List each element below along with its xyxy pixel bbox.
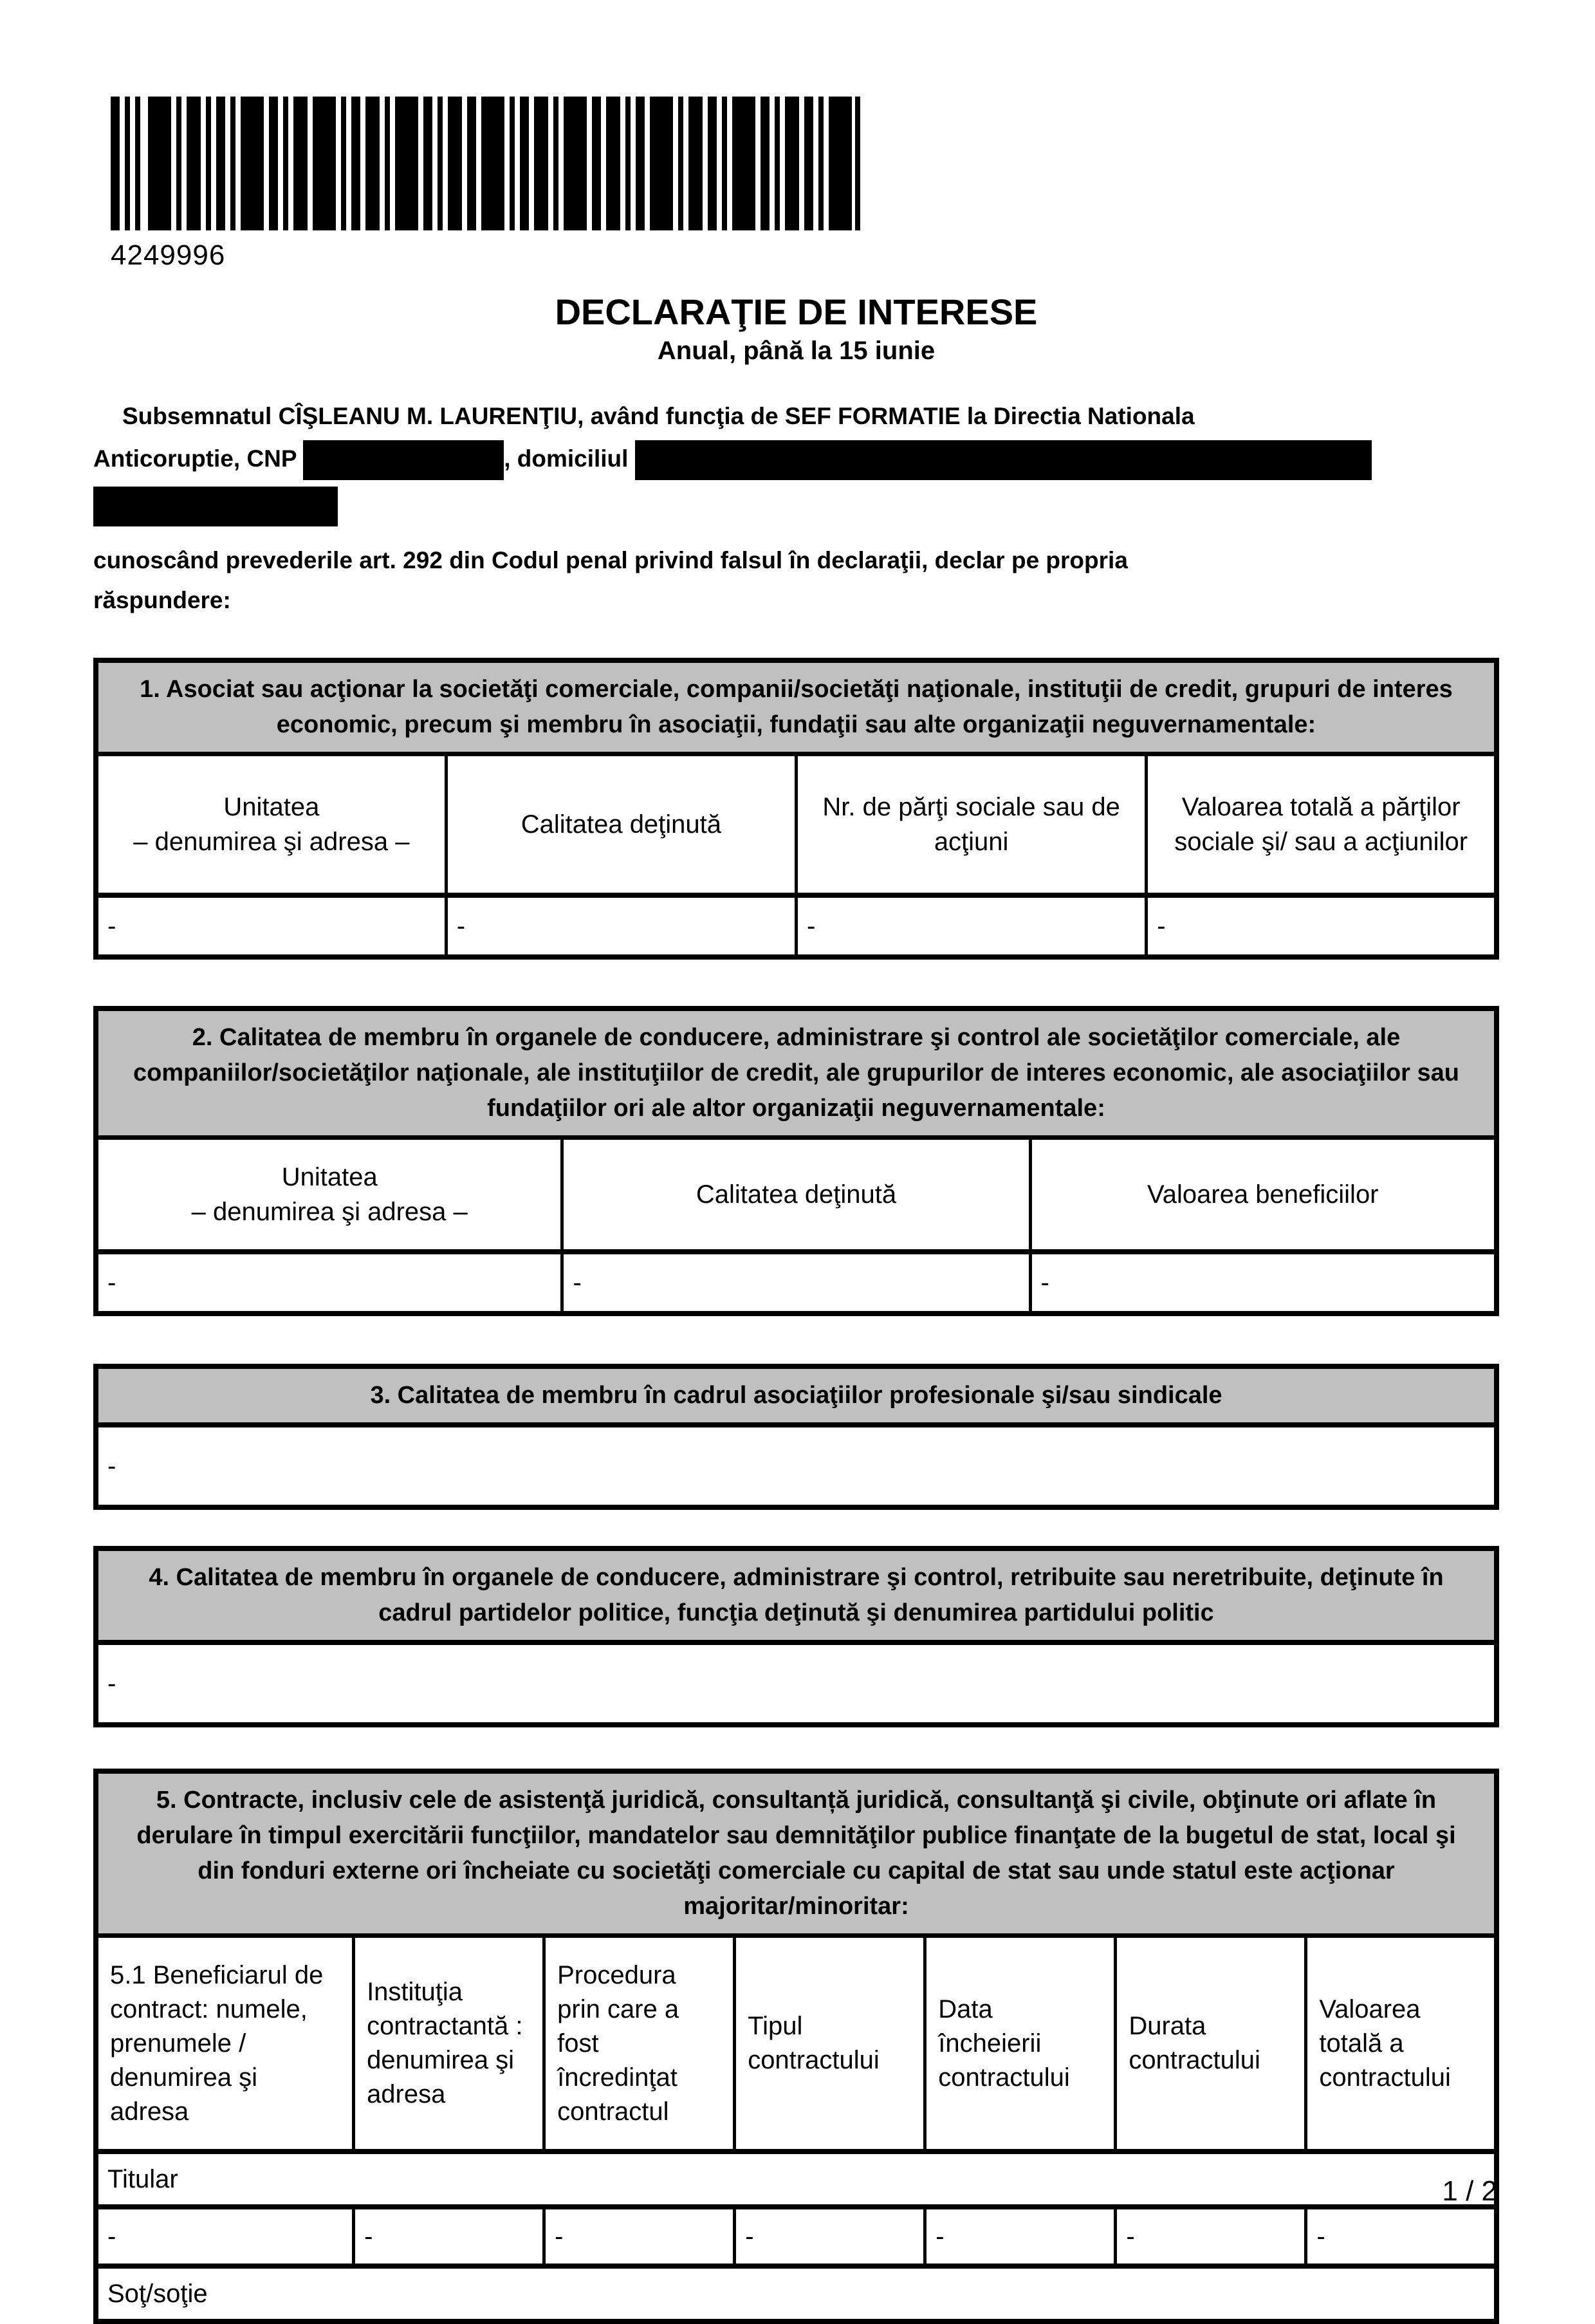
section-1-table: [93, 658, 1499, 960]
col-header-cell: Calitatea deţinută: [562, 1138, 1030, 1252]
declaration-line-1: cunoscând prevederile art. 292 din Codul penal privind falsul în declaraţii, declar pe propria: [93, 547, 1128, 574]
barcode-image: [111, 97, 860, 230]
section-2-title: 2. Calitatea de membru în organele de conducere, administrare şi control ale societăţilor comerciale, ale companiilor/societăţilor naţionale, ale instituţiilor de credit, ale grupurilor de interes economic, ale asociaţiilor sau fundaţiilor ori ale altor organizaţii neguvernamentale:: [96, 1009, 1497, 1138]
col-header-cell: Valoarea totală a contractului: [1306, 1936, 1497, 2152]
data-cell: -: [544, 2207, 735, 2266]
col-header-cell: Tipul contractului: [735, 1936, 925, 2152]
document-content: [93, 0, 1499, 2324]
section-5-table: [93, 1769, 1499, 2324]
row-label: Soţ/soţie: [96, 2266, 1497, 2321]
redaction-cnp: [303, 440, 504, 480]
section-2-column-header-row: [96, 1138, 1497, 1252]
barcode-number: 4249996: [111, 239, 226, 271]
data-cell: -: [96, 1425, 1497, 1507]
page-title: DECLARAŢIE DE INTERESE: [555, 292, 1038, 332]
data-cell: -: [562, 1252, 1030, 1314]
data-cell: -: [925, 2207, 1116, 2266]
data-cell: -: [1306, 2207, 1497, 2266]
data-cell: -: [96, 1252, 562, 1314]
col-header-cell: Durata contractului: [1116, 1936, 1306, 2152]
col-header-cell: Nr. de părţi sociale sau de acţiuni: [797, 754, 1147, 896]
data-cell: -: [354, 2207, 544, 2266]
declaration-paragraph: [93, 541, 1499, 620]
section-3-header-row: [96, 1366, 1497, 1425]
holder-label-row: [96, 2152, 1497, 2207]
col-header-cell: 5.1 Beneficiarul de contract: numele, prenumele / denumirea şi adresa: [96, 1936, 354, 2152]
table-row: [96, 2207, 1497, 2266]
section-4-table: [93, 1546, 1499, 1727]
spouse-label-row: [96, 2266, 1497, 2321]
data-cell: -: [797, 895, 1147, 957]
col-header-cell: Unitatea – denumirea şi adresa –: [96, 754, 446, 896]
section-4-header-row: [96, 1548, 1497, 1642]
section-3-title: 3. Calitatea de membru în cadrul asociaţiilor profesionale şi/sau sindicale: [96, 1366, 1497, 1425]
col-header-cell: Data încheierii contractului: [925, 1936, 1116, 2152]
data-cell: -: [1147, 895, 1497, 957]
data-cell: -: [735, 2207, 925, 2266]
section-2-table: [93, 1006, 1499, 1316]
intro-line-2: Anticoruptie, CNP , domiciliul: [93, 438, 1499, 480]
section-5-column-header-row: [96, 1936, 1497, 2152]
section-3-table: [93, 1364, 1499, 1510]
section-5-title: 5. Contracte, inclusiv cele de asistenţă juridică, consultanță juridică, consultanţă şi civile, obţinute ori aflate în derulare în timpul exercitării funcţiilor, mandatelor sau demnităţilor publice finanţate de la bugetul de stat, local şi din fonduri externe ori încheiate cu societăţi comerciale cu capital de stat sau unde statul este acţionar majoritar/minoritar:: [96, 1771, 1497, 1936]
page-subtitle: Anual, până la 15 iunie: [657, 337, 936, 365]
intro-line-3: [93, 480, 1499, 526]
col-header-cell: Valoarea beneficiilor: [1030, 1138, 1497, 1252]
barcode-block: [111, 97, 860, 272]
table-row: [96, 1252, 1497, 1314]
section-1-title: 1. Asociat sau acţionar la societăţi comerciale, companii/societăţi naţionale, instituţii de credit, grupuri de interes economic, precum şi membru în asociaţii, fundaţii sau alte organizaţii neguvernamentale:: [96, 660, 1497, 754]
redaction-domicile-2: [93, 487, 338, 526]
section-4-title: 4. Calitatea de membru în organele de conducere, administrare şi control, retribuite sau neretribuite, deţinute în cadrul partidelor politice, funcţia deţinută şi denumirea partidului politic: [96, 1548, 1497, 1642]
page-number: 1 / 2: [1442, 2175, 1497, 2207]
section-1-column-header-row: [96, 754, 1497, 896]
col-header-cell: Unitatea – denumirea şi adresa –: [96, 1138, 562, 1252]
table-row: [96, 1425, 1497, 1507]
col-header-cell: Valoarea totală a părţilor sociale şi/ sau a acţiunilor: [1147, 754, 1497, 896]
data-cell: -: [1030, 1252, 1497, 1314]
data-cell: -: [96, 895, 446, 957]
row-label: Titular: [96, 2152, 1497, 2207]
col-header-cell: Procedura prin care a fost încredinţat contractul: [544, 1936, 735, 2152]
section-5-header-row: [96, 1771, 1497, 1936]
col-header-cell: Calitatea deţinută: [446, 754, 796, 896]
table-row: [96, 895, 1497, 957]
intro-paragraph: [93, 395, 1499, 526]
redaction-domicile: [635, 440, 1372, 480]
declaration-line-2: răspundere:: [93, 587, 231, 614]
intro-line-1: Subsemnatul CÎŞLEANU M. LAURENŢIU, având funcţia de SEF FORMATIE la Directia Nationala: [122, 403, 1195, 429]
data-cell: -: [96, 2207, 354, 2266]
table-row: [96, 1642, 1497, 1725]
section-1-header-row: [96, 660, 1497, 754]
data-cell: -: [446, 895, 796, 957]
data-cell: -: [1116, 2207, 1306, 2266]
col-header-cell: Instituţia contractantă : denumirea şi adresa: [354, 1936, 544, 2152]
section-2-header-row: [96, 1009, 1497, 1138]
data-cell: -: [96, 1642, 1497, 1725]
